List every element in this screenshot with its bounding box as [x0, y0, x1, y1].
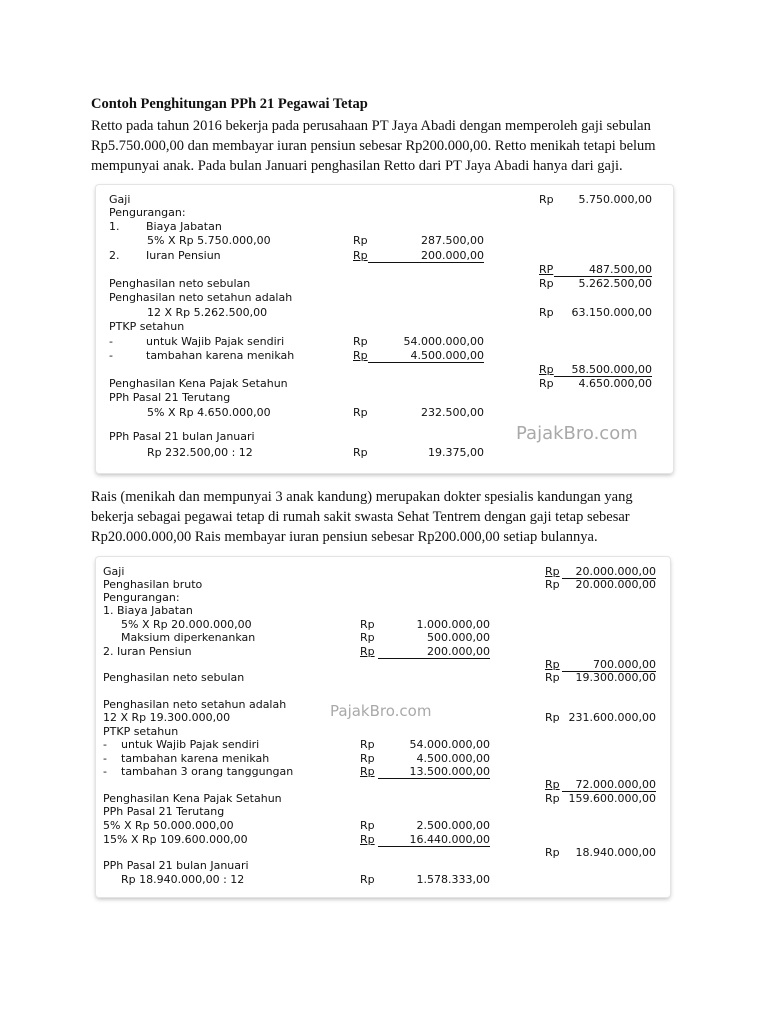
row-label: PPh Pasal 21 bulan Januari [109, 430, 255, 443]
currency-label: Rp [545, 671, 560, 684]
total-value: 20.000.000,00 [575, 578, 656, 591]
currency-label: Rp [353, 406, 368, 419]
currency-label: Rp [539, 277, 554, 290]
currency-label: Rp [360, 819, 375, 832]
subtotal-value: 1.578.333,00 [416, 873, 490, 886]
row-label: PTKP setahun [103, 725, 179, 738]
row-number: 2. [109, 249, 120, 262]
row-label: 5% X Rp 50.000.000,00 [103, 819, 234, 832]
row-label: tambahan 3 orang tanggungan [121, 765, 294, 778]
currency-label: Rp [353, 446, 368, 459]
intro-paragraph-retto [91, 116, 656, 176]
currency-label: Rp [545, 658, 560, 671]
row-label: Penghasilan bruto [103, 578, 203, 591]
currency-label: Rp [353, 234, 368, 247]
row-label: Biaya Jabatan [146, 220, 222, 233]
total-value: 487.500,00 [554, 263, 652, 277]
total-value: 231.600.000,00 [568, 711, 656, 724]
subtotal-value: 287.500,00 [421, 234, 484, 247]
subtotal-value: 16.440.000,00 [378, 833, 490, 847]
total-value: 72.000.000,00 [562, 778, 656, 792]
currency-label: Rp [353, 335, 368, 348]
currency-label: Rp [360, 738, 375, 751]
subtotal-value: 2.500.000,00 [416, 819, 490, 832]
row-label: Maksium diperkenankan [121, 631, 256, 644]
row-number: - [109, 335, 113, 348]
row-label: 5% X Rp 20.000.000,00 [121, 618, 252, 631]
row-label: tambahan karena menikah [146, 349, 295, 362]
total-value: 19.300.000,00 [575, 671, 656, 684]
row-label: tambahan karena menikah [121, 752, 270, 765]
currency-label: Rp [545, 711, 560, 724]
currency-label: Rp [360, 833, 375, 846]
currency-label: Rp [545, 778, 560, 791]
total-value: 5.750.000,00 [578, 193, 652, 206]
row-label: Gaji [109, 193, 131, 206]
currency-label: Rp [353, 249, 368, 262]
total-value: 159.600.000,00 [568, 792, 656, 805]
currency-label: Rp [539, 306, 554, 319]
subtotal-value: 19.375,00 [428, 446, 484, 459]
row-label: 5% X Rp 4.650.000,00 [147, 406, 271, 419]
row-label: 1. Biaya Jabatan [103, 604, 193, 617]
subtotal-value: 200.000,00 [368, 249, 484, 263]
currency-label: Rp [360, 618, 375, 631]
subtotal-value: 54.000.000,00 [403, 335, 484, 348]
currency-label: Rp [545, 846, 560, 859]
row-label: Pengurangan: [109, 206, 186, 219]
currency-label: Rp [353, 349, 368, 362]
subtotal-value: 4.500.000,00 [368, 349, 484, 363]
paragraph-line: Rp5.750.000,00 dan membayar iuran pensiun sebesar Rp200.000,00. Retto menikah tetapi belum [91, 138, 656, 154]
total-value: 5.262.500,00 [578, 277, 652, 290]
total-value: 700.000,00 [562, 658, 656, 672]
row-label: Gaji [103, 565, 125, 578]
total-value: 4.650.000,00 [578, 377, 652, 390]
row-label: Rp 18.940.000,00 : 12 [121, 873, 245, 886]
subtotal-value: 232.500,00 [421, 406, 484, 419]
row-label: Penghasilan neto setahun adalah [103, 698, 287, 711]
subtotal-value: 13.500.000,00 [378, 765, 490, 779]
paragraph-line: Retto pada tahun 2016 bekerja pada perusahaan PT Jaya Abadi dengan memperoleh gaji sebulan [91, 118, 651, 134]
row-label: Penghasilan neto setahun adalah [109, 291, 293, 304]
row-label: Iuran Pensiun [146, 249, 221, 262]
total-value: 18.940.000,00 [575, 846, 656, 859]
watermark: PajakBro.com [330, 702, 432, 720]
row-label: 12 X Rp 5.262.500,00 [147, 306, 268, 319]
currency-label: Rp [360, 873, 375, 886]
subtotal-value: 500.000,00 [427, 631, 490, 644]
row-label: Pengurangan: [103, 591, 180, 604]
row-label: 15% X Rp 109.600.000,00 [103, 833, 248, 846]
currency-label: Rp [545, 792, 560, 805]
row-label: Penghasilan Kena Pajak Setahun [103, 792, 282, 805]
row-label: PPh Pasal 21 Terutang [109, 391, 231, 404]
row-number: - [109, 349, 113, 362]
row-label: PPh Pasal 21 bulan Januari [103, 859, 249, 872]
row-label: 12 X Rp 19.300.000,00 [103, 711, 231, 724]
currency-label: Rp [360, 765, 375, 778]
row-label: PTKP setahun [109, 320, 185, 333]
currency-label: Rp [539, 363, 554, 376]
subtotal-value: 200.000,00 [378, 645, 490, 659]
row-label: PPh Pasal 21 Terutang [103, 805, 225, 818]
paragraph-line: Rais (menikah dan mempunyai 3 anak kandung) merupakan dokter spesialis kandungan yang [91, 489, 633, 505]
watermark: PajakBro.com [516, 423, 638, 444]
currency-label: Rp [539, 377, 554, 390]
row-label: untuk Wajib Pajak sendiri [121, 738, 260, 751]
row-number: - [103, 765, 107, 778]
row-label: Penghasilan Kena Pajak Setahun [109, 377, 288, 390]
currency-label: Rp [545, 565, 560, 578]
row-number: - [103, 738, 107, 751]
calculation-table-retto [96, 185, 673, 473]
currency-label: Rp [545, 578, 560, 591]
row-label: untuk Wajib Pajak sendiri [146, 335, 285, 348]
currency-label: Rp [360, 752, 375, 765]
row-label: Penghasilan neto sebulan [103, 671, 245, 684]
paragraph-line: Rp20.000.000,00 Rais membayar iuran pensiun sebesar Rp200.000,00 setiap bulannya. [91, 529, 598, 545]
total-value: 20.000.000,00 [562, 565, 656, 579]
total-value: 58.500.000,00 [554, 363, 652, 377]
row-label: Rp 232.500,00 : 12 [147, 446, 253, 459]
calculation-table-rais [96, 557, 670, 897]
row-label: 5% X Rp 5.750.000,00 [147, 234, 271, 247]
currency-label: Rp [360, 645, 375, 658]
currency-label: Rp [539, 193, 554, 206]
row-label: Penghasilan neto sebulan [109, 277, 251, 290]
subtotal-value: 1.000.000,00 [416, 618, 490, 631]
row-number: - [103, 752, 107, 765]
subtotal-value: 54.000.000,00 [409, 738, 490, 751]
intro-paragraph-rais [91, 487, 633, 547]
document-title: Contoh Penghitungan PPh 21 Pegawai Tetap [91, 96, 368, 112]
total-value: 63.150.000,00 [571, 306, 652, 319]
paragraph-line: mempunyai anak. Pada bulan Januari penghasilan Retto dari PT Jaya Abadi hanya dari gaji. [91, 158, 623, 174]
subtotal-value: 4.500.000,00 [416, 752, 490, 765]
row-number: 1. [109, 220, 120, 233]
currency-label: RP [539, 263, 554, 276]
currency-label: Rp [360, 631, 375, 644]
row-label: 2. Iuran Pensiun [103, 645, 192, 658]
paragraph-line: bekerja sebagai pegawai tetap di rumah sakit swasta Sehat Tentrem dengan gaji tetap sebesar [91, 509, 630, 525]
